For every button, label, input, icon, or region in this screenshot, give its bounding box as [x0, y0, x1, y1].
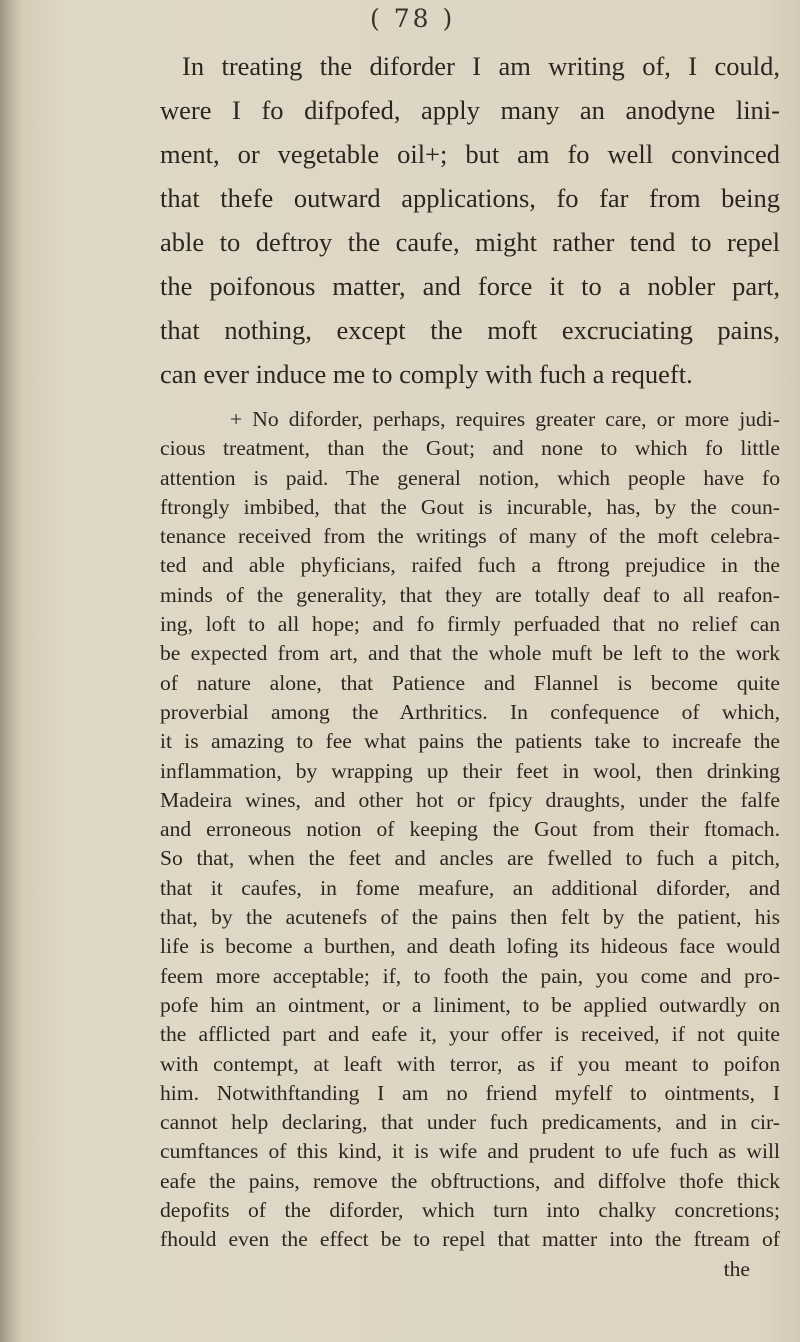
footnote-line: of nature alone, that Patience and Flannel is become quite — [160, 670, 780, 695]
footnote-line: tenance received from the writings of many of the moft celebra- — [160, 524, 780, 549]
footnote-line: attention is paid. The general notion, which people have fo — [160, 465, 780, 490]
footnote-line: cumftances of this kind, it is wife and prudent to ufe fuch as will — [160, 1139, 780, 1164]
page-number: ( 78 ) — [370, 4, 456, 33]
footnote-line: that it caufes, in fome meafure, an additional diforder, and — [160, 875, 780, 900]
footnote-line: eafe the pains, remove the obftructions, and diffolve thofe thick — [160, 1168, 780, 1193]
footnote-line: that, by the acutenefs of the pains then felt by the patient, his — [160, 905, 780, 930]
footnote-line: inflammation, by wrapping up their feet in wool, then drinking — [160, 758, 780, 783]
catchword: the — [723, 1256, 750, 1281]
footnote-line: and erroneous notion of keeping the Gout from their ftomach. — [160, 817, 780, 842]
footnote-line: it is amazing to fee what pains the patients take to increafe the — [160, 729, 780, 754]
footnote-line: life is become a burthen, and death lofing its hideous face would — [160, 934, 780, 959]
footnote-line: cious treatment, than the Gout; and none to which fo little — [160, 436, 780, 461]
main-text-line: In treating the diforder I am writing of, I could, — [182, 51, 780, 81]
footnote-line: Madeira wines, and other hot or fpicy draughts, under the falfe — [160, 787, 780, 812]
footnote-line: feem more acceptable; if, to footh the pain, you come and pro- — [160, 963, 780, 988]
footnote-line: the afflicted part and eafe it, your offer is received, if not quite — [160, 1022, 780, 1047]
footnote-line: cannot help declaring, that under fuch predicaments, and in cir- — [160, 1110, 780, 1135]
footnote-line: pofe him an ointment, or a liniment, to be applied outwardly on — [160, 992, 780, 1017]
footnote-line: depofits of the diforder, which turn into chalky concretions; — [160, 1198, 780, 1223]
footnote-line: ftrongly imbibed, that the Gout is incurable, has, by the coun- — [160, 494, 780, 519]
footnote-line: + No diforder, perhaps, requires greater care, or more judi- — [230, 407, 780, 431]
footnote-line: him. Notwithftanding I am no friend myfelf to ointments, I — [160, 1080, 780, 1105]
main-text-line: that thefe outward applications, fo far from being — [160, 183, 780, 213]
footnote-line: ted and able phyficians, raifed fuch a ftrong prejudice in the — [160, 553, 780, 578]
main-text — [160, 44, 780, 396]
main-text-line: able to deftroy the caufe, might rather tend to repel — [160, 227, 780, 257]
footnote-line: ing, loft to all hope; and fo firmly perfuaded that no relief can — [160, 612, 780, 637]
main-text-line: were I fo difpofed, apply many an anodyne lini- — [160, 95, 780, 125]
page-gutter-shadow — [0, 0, 18, 1342]
footnote-line: fhould even the effect be to repel that matter into the ftream of — [160, 1227, 780, 1252]
main-text-line: the poifonous matter, and force it to a nobler part, — [160, 271, 780, 301]
footnote — [160, 405, 780, 1284]
main-text-line: can ever induce me to comply with fuch a requeft. — [160, 359, 693, 389]
footnote-line: proverbial among the Arthritics. In confequence of which, — [160, 699, 780, 724]
footnote-line: with contempt, at leaft with terror, as if you meant to poifon — [160, 1051, 780, 1076]
main-text-line: ment, or vegetable oil+; but am fo well convinced — [160, 139, 780, 169]
footnote-line: So that, when the feet and ancles are fwelled to fuch a pitch, — [160, 846, 780, 871]
footnote-line: minds of the generality, that they are totally deaf to all reafon- — [160, 582, 780, 607]
footnote-line: be expected from art, and that the whole muft be left to the work — [160, 641, 780, 666]
main-text-line: that nothing, except the moft excruciating pains, — [160, 315, 780, 345]
